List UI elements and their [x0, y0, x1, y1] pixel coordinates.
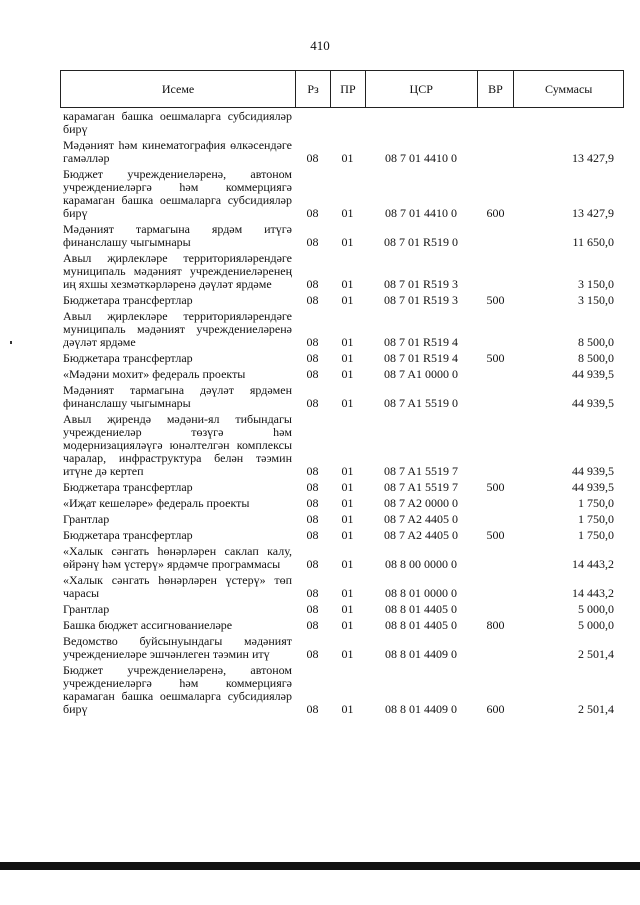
- row-pr: 01: [341, 206, 354, 220]
- row-csr: 08 7 A2 4405 0: [383, 512, 458, 526]
- row-csr: 08 8 01 4409 0: [385, 647, 457, 661]
- row-name: Бюджетара трансфертлар: [63, 293, 193, 307]
- row-csr: 08 8 01 0000 0: [385, 586, 457, 600]
- row-rz: 08: [306, 351, 319, 365]
- row-csr: 08 7 01 4410 0: [385, 151, 457, 165]
- row-sum: 14 443,2: [572, 586, 614, 600]
- table-row: [60, 545, 624, 571]
- header-vr: ВР: [477, 71, 514, 107]
- row-name: «Иҗат кешеләре» федераль проекты: [63, 496, 250, 510]
- row-sum: 44 939,5: [572, 367, 614, 381]
- row-rz: 08: [306, 557, 319, 571]
- row-name: карамаган башка оешмаларга субсидияләр бирү: [63, 109, 292, 136]
- row-rz: 08: [306, 206, 319, 220]
- table-row: [60, 252, 624, 291]
- row-csr: 08 7 01 R519 4: [383, 351, 458, 365]
- row-pr: 01: [341, 602, 354, 616]
- row-name: Бюджетара трансфертлар: [63, 480, 193, 494]
- row-rz: 08: [306, 396, 319, 410]
- row-sum: 5 000,0: [578, 602, 614, 616]
- row-pr: 01: [341, 496, 354, 510]
- row-sum: 1 750,0: [578, 512, 614, 526]
- row-rz: 08: [306, 528, 319, 542]
- row-pr: 01: [341, 293, 354, 307]
- row-rz: 08: [306, 464, 319, 478]
- table-row: [60, 352, 624, 365]
- row-pr: 01: [341, 464, 354, 478]
- row-name: Бюджетара трансфертлар: [63, 351, 193, 365]
- table-row: [60, 664, 624, 716]
- row-sum: 5 000,0: [578, 618, 614, 632]
- row-vr: 500: [486, 293, 505, 307]
- table-row: [60, 413, 624, 478]
- scan-mark: [10, 341, 12, 344]
- table-row: [60, 497, 624, 510]
- row-sum: 8 500,0: [578, 335, 614, 349]
- row-csr: 08 7 01 R519 3: [383, 277, 458, 291]
- row-pr: 01: [341, 618, 354, 632]
- row-sum: 1 750,0: [578, 496, 614, 510]
- row-rz: 08: [306, 480, 319, 494]
- row-name: Мәдәният тармагына дәүләт ярдәмен финанслашу чыгымнары: [63, 383, 292, 410]
- row-name: «Халык сәнгать һөнәрләрен үстерү» төп чарасы: [63, 573, 292, 600]
- row-pr: 01: [341, 396, 354, 410]
- row-name: Бюджет учреждениеләренә, автоном учреждениеләргә һәм коммерциягә карамаган башка оешмаларга субсидияләр бирү: [63, 663, 292, 716]
- row-sum: 14 443,2: [572, 557, 614, 571]
- row-pr: 01: [341, 557, 354, 571]
- row-rz: 08: [306, 277, 319, 291]
- row-name: «Мәдәни мохит» федераль проекты: [63, 367, 246, 381]
- row-csr: 08 7 01 R519 4: [383, 335, 458, 349]
- row-rz: 08: [306, 235, 319, 249]
- row-name: Бюджетара трансфертлар: [63, 528, 193, 542]
- row-csr: 08 8 01 4405 0: [385, 602, 457, 616]
- row-pr: 01: [341, 235, 354, 249]
- row-name: Грантлар: [63, 512, 110, 526]
- table-row: [60, 635, 624, 661]
- page-number: 410: [310, 38, 330, 53]
- row-rz: 08: [306, 702, 319, 716]
- budget-table: [60, 70, 624, 716]
- row-vr: 500: [486, 480, 505, 494]
- row-csr: 08 8 00 0000 0: [385, 557, 457, 571]
- row-rz: 08: [306, 151, 319, 165]
- row-rz: 08: [306, 602, 319, 616]
- row-sum: 44 939,5: [572, 464, 614, 478]
- row-rz: 08: [306, 496, 319, 510]
- table-header: [60, 70, 624, 108]
- row-name: Авыл җирлекләре территорияләрендәге муниципаль мәдәният учреждениеләренә дәүләт ярдәме: [63, 309, 292, 349]
- row-pr: 01: [341, 528, 354, 542]
- table-row: [60, 481, 624, 494]
- table-row: [60, 368, 624, 381]
- header-rz: Рз: [295, 71, 330, 107]
- table-row: [60, 168, 624, 220]
- row-sum: 13 427,9: [572, 151, 614, 165]
- row-name: Грантлар: [63, 602, 110, 616]
- row-sum: 2 501,4: [578, 647, 614, 661]
- row-csr: 08 7 A1 5519 7: [383, 464, 458, 478]
- row-name: Авыл җирендә мәдәни-ял тибындагы учреждениеләр төзүгә һәм модернизацияләүгә юнәлтелгән комплексы чаралар, инфраструктура белән тәэмин итүне дә кертеп: [63, 412, 292, 478]
- table-row: [60, 619, 624, 632]
- header-pr: ПР: [330, 71, 365, 107]
- row-rz: 08: [306, 618, 319, 632]
- row-name: Бюджет учреждениеләренә, автоном учреждениеләргә һәм коммерциягә карамаган башка оешмаларга субсидияләр бирү: [63, 167, 292, 220]
- row-sum: 44 939,5: [572, 480, 614, 494]
- row-vr: 600: [486, 702, 505, 716]
- row-name: «Халык сәнгать һөнәрләрен саклап калу, өйрәнү һәм үстерү» ярдәмче программасы: [63, 544, 292, 571]
- row-csr: 08 7 A2 4405 0: [383, 528, 458, 542]
- row-vr: 500: [486, 528, 505, 542]
- row-sum: 3 150,0: [578, 277, 614, 291]
- row-rz: 08: [306, 647, 319, 661]
- table-row: [60, 513, 624, 526]
- row-vr: 800: [486, 618, 505, 632]
- table-row: [60, 294, 624, 307]
- table-row: [60, 384, 624, 410]
- row-pr: 01: [341, 335, 354, 349]
- row-pr: 01: [341, 702, 354, 716]
- table-body: [60, 110, 624, 716]
- table-row: [60, 574, 624, 600]
- row-pr: 01: [341, 512, 354, 526]
- row-name: Башка бюджет ассигнованиеләре: [63, 618, 233, 632]
- row-name: Мәдәният тармагына ярдәм итүгә финанслашу чыгымнары: [63, 222, 292, 249]
- row-name: Авыл җирлекләре территорияләрендәге муниципаль мәдәният учреждениеләренең иң яхшы хезмәткәрләренә дәүләт ярдәме: [63, 251, 292, 291]
- row-pr: 01: [341, 351, 354, 365]
- table-row: [60, 603, 624, 616]
- row-sum: 44 939,5: [572, 396, 614, 410]
- header-sum: Суммасы: [513, 71, 623, 107]
- table-row: [60, 310, 624, 349]
- row-rz: 08: [306, 293, 319, 307]
- row-csr: 08 7 A1 5519 7: [383, 480, 458, 494]
- row-sum: 11 650,0: [572, 235, 614, 249]
- row-pr: 01: [341, 586, 354, 600]
- row-csr: 08 7 01 R519 0: [383, 235, 458, 249]
- row-rz: 08: [306, 586, 319, 600]
- row-vr: 600: [486, 206, 505, 220]
- row-rz: 08: [306, 512, 319, 526]
- row-sum: 13 427,9: [572, 206, 614, 220]
- row-rz: 08: [306, 367, 319, 381]
- row-csr: 08 7 A1 0000 0: [383, 367, 458, 381]
- row-pr: 01: [341, 367, 354, 381]
- row-vr: 500: [486, 351, 505, 365]
- row-sum: 8 500,0: [578, 351, 614, 365]
- row-csr: 08 8 01 4405 0: [385, 618, 457, 632]
- table-row: [60, 529, 624, 542]
- row-csr: 08 7 A1 5519 0: [383, 396, 458, 410]
- table-row: [60, 110, 624, 136]
- row-pr: 01: [341, 277, 354, 291]
- row-csr: 08 7 01 R519 3: [383, 293, 458, 307]
- scan-edge-bar: [0, 862, 640, 870]
- header-name: Исеме: [161, 81, 195, 96]
- row-rz: 08: [306, 335, 319, 349]
- header-csr: ЦСР: [365, 71, 477, 107]
- row-sum: 3 150,0: [578, 293, 614, 307]
- table-row: [60, 223, 624, 249]
- row-name: Мәдәният һәм кинематография өлкәсендәге гамәлләр: [63, 138, 292, 165]
- row-pr: 01: [341, 647, 354, 661]
- row-csr: 08 7 01 4410 0: [385, 206, 457, 220]
- row-pr: 01: [341, 151, 354, 165]
- row-csr: 08 7 A2 0000 0: [383, 496, 458, 510]
- row-name: Ведомство буйсынуындагы мәдәният учреждениеләре эшчәнлеген тәэмин итү: [63, 634, 292, 661]
- row-sum: 2 501,4: [578, 702, 614, 716]
- row-csr: 08 8 01 4409 0: [385, 702, 457, 716]
- row-pr: 01: [341, 480, 354, 494]
- row-sum: 1 750,0: [578, 528, 614, 542]
- table-row: [60, 139, 624, 165]
